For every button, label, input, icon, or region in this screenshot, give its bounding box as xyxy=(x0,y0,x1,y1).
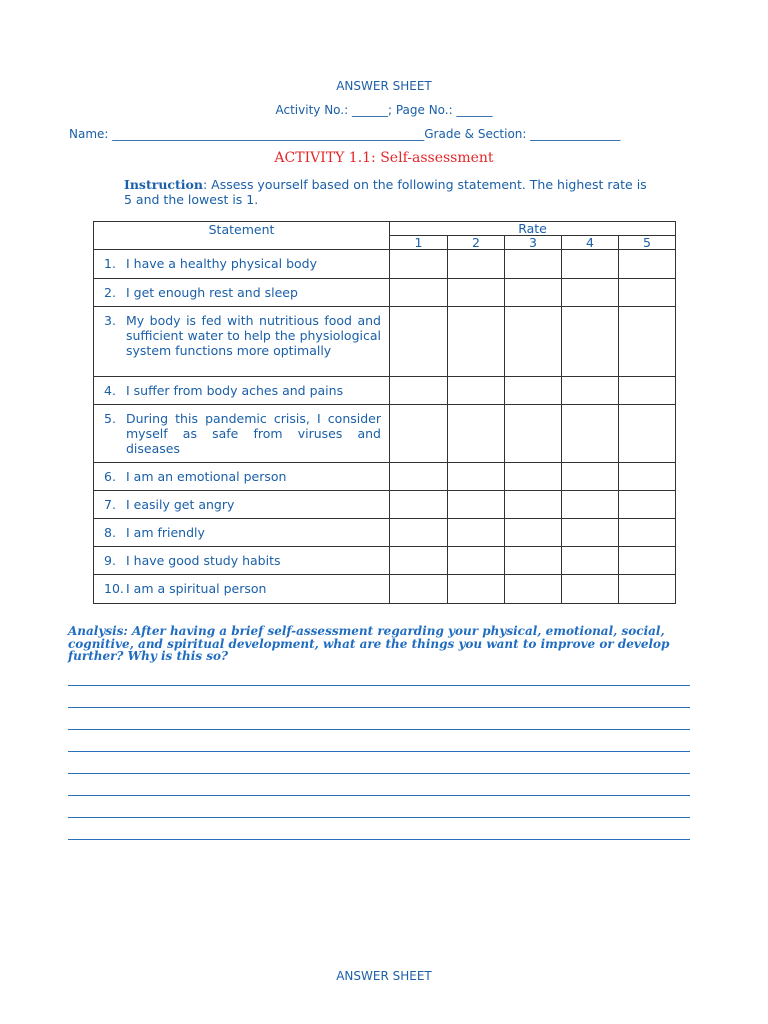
table-row xyxy=(94,307,676,377)
rate-5-cell[interactable] xyxy=(619,377,676,405)
statement-cell xyxy=(94,377,390,405)
statement-text: I have good study habits xyxy=(126,553,281,568)
rate-2-cell[interactable] xyxy=(448,279,505,307)
instruction-block xyxy=(124,177,654,207)
rate-5-cell[interactable] xyxy=(619,575,676,604)
name-grade-section-line[interactable]: Name: ____________________________________________________Grade & Section: _______________ xyxy=(69,127,621,141)
rate-1-cell[interactable] xyxy=(390,519,448,547)
activity-title: ACTIVITY 1.1: Self-assessment xyxy=(274,150,494,166)
rate-2-cell[interactable] xyxy=(448,575,505,604)
statement-text: I am friendly xyxy=(126,525,205,540)
rate-1-cell[interactable] xyxy=(390,377,448,405)
statement-number: 3. xyxy=(104,313,116,328)
rate-2-cell[interactable] xyxy=(448,547,505,575)
rate-1-cell[interactable] xyxy=(390,491,448,519)
rate-5-header: 5 xyxy=(619,236,676,250)
rate-3-cell[interactable] xyxy=(505,519,562,547)
rate-1-cell[interactable] xyxy=(390,575,448,604)
statement-cell xyxy=(94,279,390,307)
statement-text: I easily get angry xyxy=(126,497,235,512)
statement-cell xyxy=(94,405,390,463)
statement-number: 1. xyxy=(104,256,116,271)
rate-3-cell[interactable] xyxy=(505,491,562,519)
table-row xyxy=(94,463,676,491)
rate-1-cell[interactable] xyxy=(390,307,448,377)
rate-3-cell[interactable] xyxy=(505,463,562,491)
rate-5-cell[interactable] xyxy=(619,547,676,575)
table-row xyxy=(94,405,676,463)
instruction-text: : Assess yourself based on the following statement. The highest rate is 5 and the lowest is 1. xyxy=(124,177,647,207)
rate-2-cell[interactable] xyxy=(448,377,505,405)
rate-5-cell[interactable] xyxy=(619,463,676,491)
table-row xyxy=(94,250,676,279)
rate-1-cell[interactable] xyxy=(390,405,448,463)
statement-cell xyxy=(94,575,390,604)
statement-number: 10. xyxy=(104,581,124,596)
rate-4-cell[interactable] xyxy=(562,250,619,279)
statement-text: During this pandemic crisis, I consider myself as safe from viruses and diseases xyxy=(126,411,381,456)
analysis-prompt: Analysis: After having a brief self-assessment regarding your physical, emotional, social, cognitive, and spiritual development, what are the things you want to improve or develop further? Why is this so? xyxy=(68,624,670,663)
rate-2-cell[interactable] xyxy=(448,491,505,519)
statement-number: 9. xyxy=(104,553,116,568)
answer-line[interactable] xyxy=(68,685,690,686)
statement-text: I get enough rest and sleep xyxy=(126,285,298,300)
rate-3-cell[interactable] xyxy=(505,547,562,575)
rate-2-cell[interactable] xyxy=(448,307,505,377)
answer-line[interactable] xyxy=(68,795,690,796)
rate-3-header: 3 xyxy=(505,236,562,250)
statement-text: My body is fed with nutritious food and sufficient water to help the physiological system functions more optimally xyxy=(126,313,381,358)
instruction-label: Instruction xyxy=(124,177,203,192)
table-row xyxy=(94,547,676,575)
rate-5-cell[interactable] xyxy=(619,307,676,377)
rate-1-cell[interactable] xyxy=(390,547,448,575)
rate-4-cell[interactable] xyxy=(562,377,619,405)
rate-1-cell[interactable] xyxy=(390,279,448,307)
answer-line[interactable] xyxy=(68,773,690,774)
activity-page-line[interactable]: Activity No.: ______; Page No.: ______ xyxy=(275,103,493,117)
table-row xyxy=(94,519,676,547)
statement-cell xyxy=(94,463,390,491)
rate-3-cell[interactable] xyxy=(505,377,562,405)
rate-header: Rate xyxy=(390,222,676,236)
rate-3-cell[interactable] xyxy=(505,307,562,377)
rate-4-cell[interactable] xyxy=(562,575,619,604)
answer-line[interactable] xyxy=(68,839,690,840)
rate-4-cell[interactable] xyxy=(562,405,619,463)
answer-line[interactable] xyxy=(68,817,690,818)
statement-text: I am a spiritual person xyxy=(126,581,267,596)
rate-5-cell[interactable] xyxy=(619,405,676,463)
table-row xyxy=(94,377,676,405)
rate-5-cell[interactable] xyxy=(619,250,676,279)
statement-cell xyxy=(94,491,390,519)
table-row xyxy=(94,279,676,307)
footer-title: ANSWER SHEET xyxy=(336,969,432,983)
rate-2-cell[interactable] xyxy=(448,519,505,547)
table-row xyxy=(94,491,676,519)
self-assessment-table xyxy=(93,221,676,604)
rate-4-cell[interactable] xyxy=(562,491,619,519)
statement-cell xyxy=(94,547,390,575)
answer-line[interactable] xyxy=(68,729,690,730)
statement-number: 5. xyxy=(104,411,116,426)
rate-1-cell[interactable] xyxy=(390,250,448,279)
rate-3-cell[interactable] xyxy=(505,575,562,604)
statement-number: 6. xyxy=(104,469,116,484)
statement-cell xyxy=(94,519,390,547)
rate-4-cell[interactable] xyxy=(562,519,619,547)
statement-number: 8. xyxy=(104,525,116,540)
table-row xyxy=(94,575,676,604)
rate-3-cell[interactable] xyxy=(505,279,562,307)
statement-text: I suffer from body aches and pains xyxy=(126,383,344,398)
rate-2-header: 2 xyxy=(448,236,505,250)
rate-4-header: 4 xyxy=(562,236,619,250)
statement-number: 4. xyxy=(104,383,116,398)
rate-4-cell[interactable] xyxy=(562,279,619,307)
statement-text: I have a healthy physical body xyxy=(126,256,318,271)
statement-rows xyxy=(94,250,676,604)
statement-cell xyxy=(94,250,390,279)
statement-number: 7. xyxy=(104,497,116,512)
rate-2-cell[interactable] xyxy=(448,250,505,279)
answer-line[interactable] xyxy=(68,751,690,752)
answer-line[interactable] xyxy=(68,707,690,708)
rate-4-cell[interactable] xyxy=(562,547,619,575)
rate-4-cell[interactable] xyxy=(562,307,619,377)
statement-text: I am an emotional person xyxy=(126,469,287,484)
statement-number: 2. xyxy=(104,285,116,300)
rate-4-cell[interactable] xyxy=(562,463,619,491)
rate-5-cell[interactable] xyxy=(619,279,676,307)
rate-1-cell[interactable] xyxy=(390,463,448,491)
rate-1-header: 1 xyxy=(390,236,448,250)
rate-5-cell[interactable] xyxy=(619,519,676,547)
rate-2-cell[interactable] xyxy=(448,405,505,463)
rate-3-cell[interactable] xyxy=(505,405,562,463)
rate-5-cell[interactable] xyxy=(619,491,676,519)
statement-cell xyxy=(94,307,390,377)
rate-2-cell[interactable] xyxy=(448,463,505,491)
rate-3-cell[interactable] xyxy=(505,250,562,279)
answer-sheet-title: ANSWER SHEET xyxy=(336,79,432,93)
statement-header: Statement xyxy=(94,222,390,250)
